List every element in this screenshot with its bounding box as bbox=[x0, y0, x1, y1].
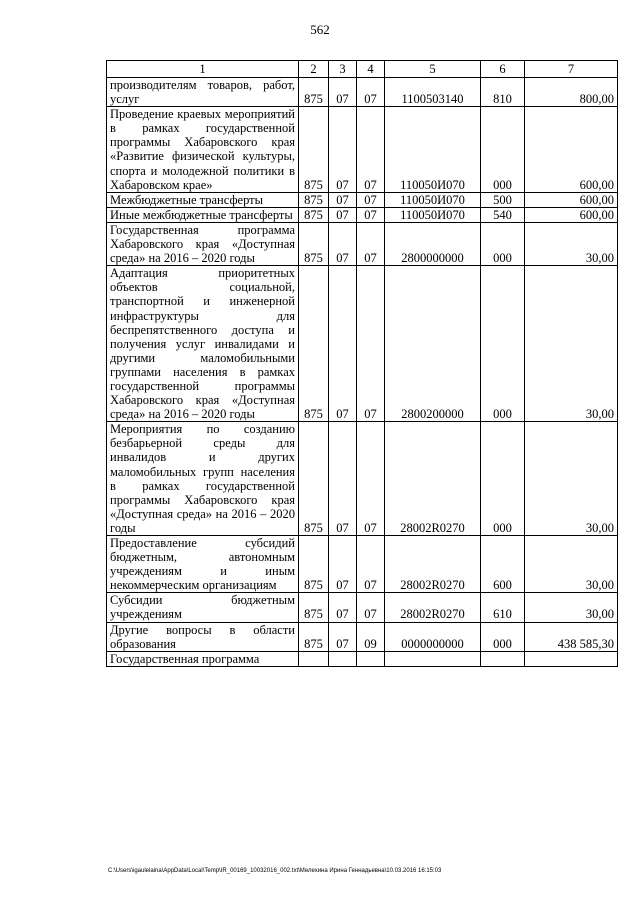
cell-ministry: 875 bbox=[299, 192, 329, 207]
row-name: Государственная программа Хабаровского края «Доступная среда» на 2016 – 2020 годы bbox=[107, 222, 299, 265]
cell-subsection: 07 bbox=[357, 107, 385, 193]
cell-section: 07 bbox=[329, 266, 357, 422]
cell-expense-type: 810 bbox=[481, 78, 525, 107]
page-number: 562 bbox=[310, 22, 330, 37]
row-name: Адаптация приоритетных объектов социальной, транспортной и инженерной инфраструктуры для беспрепятственного доступа и получения услуг инвалидами и другими маломобильными группами населения в рамках государственной программы Хабаровского края «Доступная среда» на 2016 – 2020 годы bbox=[107, 266, 299, 422]
row-name: Мероприятия по созданию безбарьерной среды для инвалидов и других маломобильных групп населения в рамках государственной программы Хабаровского края «Доступная среда» на 2016 – 2020 годы bbox=[107, 422, 299, 536]
cell-ministry: 875 bbox=[299, 536, 329, 593]
cell-expense-type: 500 bbox=[481, 192, 525, 207]
cell-target: 2800000000 bbox=[385, 222, 481, 265]
row-name: Другие вопросы в области образования bbox=[107, 622, 299, 651]
col-header-7: 7 bbox=[525, 61, 618, 78]
cell-section: 07 bbox=[329, 222, 357, 265]
cell-amount: 30,00 bbox=[525, 422, 618, 536]
table-row bbox=[107, 422, 618, 536]
cell-subsection: 07 bbox=[357, 222, 385, 265]
cell-amount: 600,00 bbox=[525, 207, 618, 222]
cell-target: 110050И070 bbox=[385, 207, 481, 222]
cell-subsection: 07 bbox=[357, 536, 385, 593]
cell-subsection: 07 bbox=[357, 192, 385, 207]
cell-target: 1100503140 bbox=[385, 78, 481, 107]
row-name: Субсидии бюджетным учреждениям bbox=[107, 593, 299, 622]
table-row bbox=[107, 536, 618, 593]
row-name: Межбюджетные трансферты bbox=[107, 192, 299, 207]
file-path-footer: C:\Users\igaulelaina\AppData\Local\Temp\IR_00169_10032016_002.txt\Мелехина Ирина Геннадьевна\10.03.2016 16:15:03 bbox=[108, 868, 442, 874]
cell-expense-type: 000 bbox=[481, 222, 525, 265]
cell-expense-type: 610 bbox=[481, 593, 525, 622]
cell-expense-type: 000 bbox=[481, 107, 525, 193]
table-row bbox=[107, 207, 618, 222]
cell-target: 28002R0270 bbox=[385, 422, 481, 536]
row-name: Проведение краевых мероприятий в рамках государственной программы Хабаровского края «Развитие физической культуры, спорта и молодежной политики в Хабаровском крае» bbox=[107, 107, 299, 193]
col-header-1: 1 bbox=[107, 61, 299, 78]
cell-ministry: 875 bbox=[299, 107, 329, 193]
cell-subsection: 07 bbox=[357, 78, 385, 107]
col-header-2: 2 bbox=[299, 61, 329, 78]
cell-ministry: 875 bbox=[299, 207, 329, 222]
cell-expense-type: 000 bbox=[481, 622, 525, 651]
cell-subsection: 07 bbox=[357, 266, 385, 422]
cell-subsection: 07 bbox=[357, 422, 385, 536]
cell-section: 07 bbox=[329, 78, 357, 107]
cell-subsection: 07 bbox=[357, 593, 385, 622]
cell-amount: 30,00 bbox=[525, 536, 618, 593]
cell-subsection: 07 bbox=[357, 207, 385, 222]
cell-target: 110050И070 bbox=[385, 107, 481, 193]
cell-section: 07 bbox=[329, 536, 357, 593]
cell-expense-type: 000 bbox=[481, 266, 525, 422]
cell-ministry: 875 bbox=[299, 593, 329, 622]
cell-ministry: 875 bbox=[299, 266, 329, 422]
cell-section: 07 bbox=[329, 622, 357, 651]
cell-section bbox=[329, 651, 357, 666]
cell-ministry bbox=[299, 651, 329, 666]
cell-target: 0000000000 bbox=[385, 622, 481, 651]
cell-expense-type: 000 bbox=[481, 422, 525, 536]
cell-target: 2800200000 bbox=[385, 266, 481, 422]
header-row bbox=[107, 61, 618, 78]
cell-target: 28002R0270 bbox=[385, 593, 481, 622]
cell-target: 28002R0270 bbox=[385, 536, 481, 593]
cell-amount: 800,00 bbox=[525, 78, 618, 107]
cell-amount bbox=[525, 651, 618, 666]
cell-section: 07 bbox=[329, 422, 357, 536]
cell-expense-type bbox=[481, 651, 525, 666]
cell-ministry: 875 bbox=[299, 622, 329, 651]
cell-ministry: 875 bbox=[299, 222, 329, 265]
budget-table bbox=[106, 60, 618, 667]
table-row bbox=[107, 107, 618, 193]
col-header-4: 4 bbox=[357, 61, 385, 78]
row-name: Предоставление субсидий бюджетным, автономным учреждениям и иным некоммерческим организациям bbox=[107, 536, 299, 593]
table-row bbox=[107, 622, 618, 651]
cell-subsection bbox=[357, 651, 385, 666]
cell-target bbox=[385, 651, 481, 666]
col-header-6: 6 bbox=[481, 61, 525, 78]
row-name: Иные межбюджетные трансферты bbox=[107, 207, 299, 222]
cell-amount: 30,00 bbox=[525, 222, 618, 265]
cell-amount: 438 585,30 bbox=[525, 622, 618, 651]
table-row bbox=[107, 593, 618, 622]
cell-amount: 30,00 bbox=[525, 266, 618, 422]
table-row bbox=[107, 266, 618, 422]
row-name: производителям товаров, работ, услуг bbox=[107, 78, 299, 107]
cell-section: 07 bbox=[329, 192, 357, 207]
cell-section: 07 bbox=[329, 207, 357, 222]
cell-amount: 600,00 bbox=[525, 192, 618, 207]
cell-target: 110050И070 bbox=[385, 192, 481, 207]
table-row bbox=[107, 192, 618, 207]
col-header-5: 5 bbox=[385, 61, 481, 78]
cell-ministry: 875 bbox=[299, 78, 329, 107]
cell-subsection: 09 bbox=[357, 622, 385, 651]
cell-section: 07 bbox=[329, 107, 357, 193]
row-name: Государственная программа bbox=[107, 651, 299, 666]
cell-amount: 600,00 bbox=[525, 107, 618, 193]
table-row bbox=[107, 651, 618, 666]
table-row bbox=[107, 222, 618, 265]
table-row bbox=[107, 78, 618, 107]
cell-expense-type: 540 bbox=[481, 207, 525, 222]
cell-section: 07 bbox=[329, 593, 357, 622]
cell-amount: 30,00 bbox=[525, 593, 618, 622]
cell-expense-type: 600 bbox=[481, 536, 525, 593]
cell-ministry: 875 bbox=[299, 422, 329, 536]
col-header-3: 3 bbox=[329, 61, 357, 78]
